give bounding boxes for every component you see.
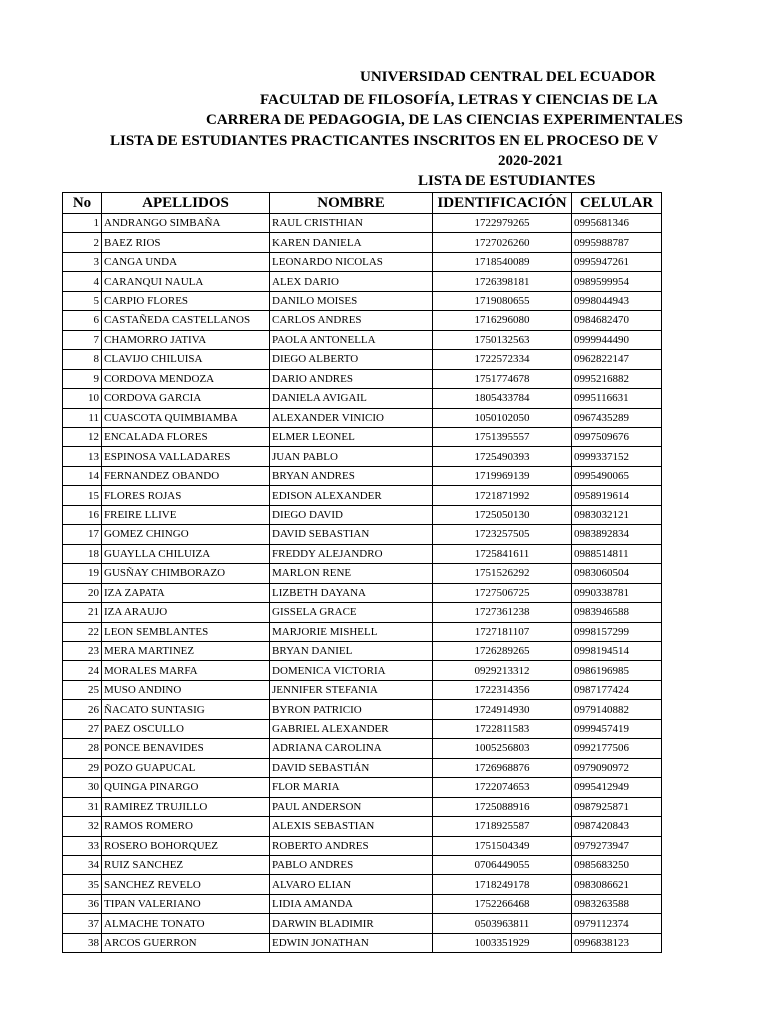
apellidos-cell: TIPAN VALERIANO (102, 894, 270, 913)
row-number-cell: 3 (63, 252, 102, 271)
apellidos-cell: BAEZ RIOS (102, 233, 270, 252)
apellidos-cell: ESPINOSA VALLADARES (102, 447, 270, 466)
table-row (63, 855, 662, 874)
celular-cell: 0983060504 (572, 564, 662, 583)
row-number-cell: 11 (63, 408, 102, 427)
celular-cell: 0987925871 (572, 797, 662, 816)
row-number-cell: 8 (63, 350, 102, 369)
identificacion-cell: 1723257505 (433, 525, 572, 544)
row-number-cell: 32 (63, 817, 102, 836)
identificacion-cell: 1719969139 (433, 466, 572, 485)
list-description: LISTA DE ESTUDIANTES PRACTICANTES INSCRITOS EN EL PROCESO DE V (110, 133, 659, 149)
table-row (63, 894, 662, 913)
apellidos-cell: IZA ZAPATA (102, 583, 270, 602)
table-row (63, 622, 662, 641)
nombre-cell: LIZBETH DAYANA (270, 583, 433, 602)
table-row (63, 875, 662, 894)
celular-cell: 0983032121 (572, 505, 662, 524)
nombre-cell: GABRIEL ALEXANDER (270, 719, 433, 738)
row-number-cell: 5 (63, 291, 102, 310)
nombre-cell: DOMENICA VICTORIA (270, 661, 433, 680)
apellidos-cell: QUINGA PINARGO (102, 778, 270, 797)
row-number-cell: 30 (63, 778, 102, 797)
identificacion-cell: 1750132563 (433, 330, 572, 349)
nombre-cell: MARJORIE MISHELL (270, 622, 433, 641)
nombre-cell: JUAN PABLO (270, 447, 433, 466)
table-row (63, 408, 662, 427)
identificacion-cell: 1751526292 (433, 564, 572, 583)
faculty-title: FACULTAD DE FILOSOFÍA, LETRAS Y CIENCIAS DE LA (260, 92, 658, 108)
column-header-nombre: NOMBRE (270, 193, 433, 214)
identificacion-cell: 1725050130 (433, 505, 572, 524)
identificacion-cell: 1727026260 (433, 233, 572, 252)
identificacion-cell: 1725490393 (433, 447, 572, 466)
table-row (63, 817, 662, 836)
table-row (63, 369, 662, 388)
table-row (63, 505, 662, 524)
table-row (63, 836, 662, 855)
apellidos-cell: GUAYLLA CHILUIZA (102, 544, 270, 563)
nombre-cell: FREDDY ALEJANDRO (270, 544, 433, 563)
apellidos-cell: CANGA UNDA (102, 252, 270, 271)
identificacion-cell: 1716296080 (433, 311, 572, 330)
apellidos-cell: PONCE BENAVIDES (102, 739, 270, 758)
nombre-cell: FLOR MARIA (270, 778, 433, 797)
celular-cell: 0984682470 (572, 311, 662, 330)
table-row (63, 214, 662, 233)
celular-cell: 0995947261 (572, 252, 662, 271)
table-row (63, 661, 662, 680)
row-number-cell: 22 (63, 622, 102, 641)
academic-period: 2020-2021 (498, 153, 563, 169)
nombre-cell: DARWIN BLADIMIR (270, 914, 433, 933)
row-number-cell: 28 (63, 739, 102, 758)
nombre-cell: PAUL ANDERSON (270, 797, 433, 816)
row-number-cell: 21 (63, 603, 102, 622)
identificacion-cell: 0503963811 (433, 914, 572, 933)
identificacion-cell: 1752266468 (433, 894, 572, 913)
apellidos-cell: ANDRANGO SIMBAÑA (102, 214, 270, 233)
column-header-celular: CELULAR (572, 193, 662, 214)
nombre-cell: EDISON ALEXANDER (270, 486, 433, 505)
row-number-cell: 31 (63, 797, 102, 816)
apellidos-cell: GOMEZ CHINGO (102, 525, 270, 544)
apellidos-cell: CARANQUI NAULA (102, 272, 270, 291)
table-row (63, 544, 662, 563)
row-number-cell: 25 (63, 680, 102, 699)
row-number-cell: 26 (63, 700, 102, 719)
row-number-cell: 34 (63, 855, 102, 874)
nombre-cell: ALEXANDER VINICIO (270, 408, 433, 427)
row-number-cell: 33 (63, 836, 102, 855)
apellidos-cell: RAMOS ROMERO (102, 817, 270, 836)
list-title: LISTA DE ESTUDIANTES (418, 173, 596, 189)
row-number-cell: 19 (63, 564, 102, 583)
identificacion-cell: 1722979265 (433, 214, 572, 233)
identificacion-cell: 1003351929 (433, 933, 572, 952)
identificacion-cell: 1726968876 (433, 758, 572, 777)
identificacion-cell: 1727506725 (433, 583, 572, 602)
column-header-no: No (63, 193, 102, 214)
celular-cell: 0995216882 (572, 369, 662, 388)
celular-cell: 0983892834 (572, 525, 662, 544)
row-number-cell: 20 (63, 583, 102, 602)
identificacion-cell: 1725088916 (433, 797, 572, 816)
row-number-cell: 18 (63, 544, 102, 563)
celular-cell: 0983946588 (572, 603, 662, 622)
nombre-cell: KAREN DANIELA (270, 233, 433, 252)
nombre-cell: PAOLA ANTONELLA (270, 330, 433, 349)
celular-cell: 0995116631 (572, 389, 662, 408)
celular-cell: 0979140882 (572, 700, 662, 719)
celular-cell: 0999944490 (572, 330, 662, 349)
apellidos-cell: CARPIO FLORES (102, 291, 270, 310)
celular-cell: 0979090972 (572, 758, 662, 777)
row-number-cell: 23 (63, 641, 102, 660)
row-number-cell: 38 (63, 933, 102, 952)
nombre-cell: DANIELA AVIGAIL (270, 389, 433, 408)
row-number-cell: 29 (63, 758, 102, 777)
identificacion-cell: 1005256803 (433, 739, 572, 758)
celular-cell: 0995412949 (572, 778, 662, 797)
celular-cell: 0999337152 (572, 447, 662, 466)
row-number-cell: 9 (63, 369, 102, 388)
row-number-cell: 17 (63, 525, 102, 544)
apellidos-cell: RUIZ SANCHEZ (102, 855, 270, 874)
identificacion-cell: 1722572334 (433, 350, 572, 369)
nombre-cell: ADRIANA CAROLINA (270, 739, 433, 758)
row-number-cell: 10 (63, 389, 102, 408)
row-number-cell: 4 (63, 272, 102, 291)
nombre-cell: DAVID SEBASTIAN (270, 525, 433, 544)
apellidos-cell: IZA ARAUJO (102, 603, 270, 622)
celular-cell: 0996838123 (572, 933, 662, 952)
celular-cell: 0995988787 (572, 233, 662, 252)
celular-cell: 0998044943 (572, 291, 662, 310)
apellidos-cell: ARCOS GUERRON (102, 933, 270, 952)
apellidos-cell: MERA MARTINEZ (102, 641, 270, 660)
celular-cell: 0995681346 (572, 214, 662, 233)
career-title: CARRERA DE PEDAGOGIA, DE LAS CIENCIAS EXPERIMENTALES (206, 112, 683, 128)
nombre-cell: DIEGO DAVID (270, 505, 433, 524)
table-row (63, 758, 662, 777)
column-header-apellidos: APELLIDOS (102, 193, 270, 214)
nombre-cell: DIEGO ALBERTO (270, 350, 433, 369)
nombre-cell: BYRON PATRICIO (270, 700, 433, 719)
identificacion-cell: 1721871992 (433, 486, 572, 505)
table-row (63, 700, 662, 719)
celular-cell: 0985683250 (572, 855, 662, 874)
table-row (63, 797, 662, 816)
nombre-cell: PABLO ANDRES (270, 855, 433, 874)
identificacion-cell: 1751395557 (433, 427, 572, 446)
apellidos-cell: LEON SEMBLANTES (102, 622, 270, 641)
identificacion-cell: 1751504349 (433, 836, 572, 855)
apellidos-cell: CUASCOTA QUIMBIAMBA (102, 408, 270, 427)
apellidos-cell: ENCALADA FLORES (102, 427, 270, 446)
identificacion-cell: 1722074653 (433, 778, 572, 797)
apellidos-cell: PAEZ OSCULLO (102, 719, 270, 738)
table-row (63, 272, 662, 291)
nombre-cell: ALVARO ELIAN (270, 875, 433, 894)
table-row (63, 311, 662, 330)
row-number-cell: 36 (63, 894, 102, 913)
apellidos-cell: SANCHEZ REVELO (102, 875, 270, 894)
apellidos-cell: CASTAÑEDA CASTELLANOS (102, 311, 270, 330)
apellidos-cell: POZO GUAPUCAL (102, 758, 270, 777)
apellidos-cell: ALMACHE TONATO (102, 914, 270, 933)
identificacion-cell: 1724914930 (433, 700, 572, 719)
celular-cell: 0987177424 (572, 680, 662, 699)
nombre-cell: BRYAN DANIEL (270, 641, 433, 660)
celular-cell: 0979273947 (572, 836, 662, 855)
apellidos-cell: MORALES MARFA (102, 661, 270, 680)
table-row (63, 427, 662, 446)
apellidos-cell: FLORES ROJAS (102, 486, 270, 505)
celular-cell: 0987420843 (572, 817, 662, 836)
table-row (63, 680, 662, 699)
nombre-cell: CARLOS ANDRES (270, 311, 433, 330)
celular-cell: 0979112374 (572, 914, 662, 933)
row-number-cell: 27 (63, 719, 102, 738)
nombre-cell: DARIO ANDRES (270, 369, 433, 388)
celular-cell: 0988514811 (572, 544, 662, 563)
nombre-cell: LEONARDO NICOLAS (270, 252, 433, 271)
nombre-cell: LIDIA AMANDA (270, 894, 433, 913)
celular-cell: 0986196985 (572, 661, 662, 680)
apellidos-cell: FREIRE LLIVE (102, 505, 270, 524)
identificacion-cell: 1726289265 (433, 641, 572, 660)
celular-cell: 0992177506 (572, 739, 662, 758)
identificacion-cell: 1805433784 (433, 389, 572, 408)
nombre-cell: ALEX DARIO (270, 272, 433, 291)
row-number-cell: 37 (63, 914, 102, 933)
identificacion-cell: 1727361238 (433, 603, 572, 622)
identificacion-cell: 1719080655 (433, 291, 572, 310)
table-row (63, 486, 662, 505)
table-row (63, 291, 662, 310)
celular-cell: 0967435289 (572, 408, 662, 427)
row-number-cell: 24 (63, 661, 102, 680)
identificacion-cell: 1726398181 (433, 272, 572, 291)
nombre-cell: GISSELA GRACE (270, 603, 433, 622)
table-row (63, 719, 662, 738)
apellidos-cell: ÑACATO SUNTASIG (102, 700, 270, 719)
apellidos-cell: MUSO ANDINO (102, 680, 270, 699)
row-number-cell: 2 (63, 233, 102, 252)
row-number-cell: 13 (63, 447, 102, 466)
nombre-cell: ROBERTO ANDRES (270, 836, 433, 855)
apellidos-cell: CHAMORRO JATIVA (102, 330, 270, 349)
celular-cell: 0983086621 (572, 875, 662, 894)
table-row (63, 233, 662, 252)
table-row (63, 583, 662, 602)
nombre-cell: DAVID SEBASTIÁN (270, 758, 433, 777)
nombre-cell: BRYAN ANDRES (270, 466, 433, 485)
nombre-cell: MARLON RENE (270, 564, 433, 583)
celular-cell: 0999457419 (572, 719, 662, 738)
nombre-cell: RAUL CRISTHIAN (270, 214, 433, 233)
table-row (63, 525, 662, 544)
row-number-cell: 7 (63, 330, 102, 349)
table-row (63, 564, 662, 583)
table-row (63, 350, 662, 369)
identificacion-cell: 1718249178 (433, 875, 572, 894)
row-number-cell: 14 (63, 466, 102, 485)
apellidos-cell: FERNANDEZ OBANDO (102, 466, 270, 485)
celular-cell: 0998194514 (572, 641, 662, 660)
celular-cell: 0962822147 (572, 350, 662, 369)
table-body (63, 214, 662, 953)
table-row (63, 330, 662, 349)
university-title: UNIVERSIDAD CENTRAL DEL ECUADOR (360, 69, 656, 85)
identificacion-cell: 1722811583 (433, 719, 572, 738)
nombre-cell: ELMER LEONEL (270, 427, 433, 446)
nombre-cell: ALEXIS SEBASTIAN (270, 817, 433, 836)
celular-cell: 0983263588 (572, 894, 662, 913)
identificacion-cell: 1725841611 (433, 544, 572, 563)
column-header-identificacion: IDENTIFICACIÓN (433, 193, 572, 214)
celular-cell: 0989599954 (572, 272, 662, 291)
nombre-cell: JENNIFER STEFANIA (270, 680, 433, 699)
identificacion-cell: 1722314356 (433, 680, 572, 699)
row-number-cell: 35 (63, 875, 102, 894)
table-row (63, 914, 662, 933)
apellidos-cell: CORDOVA GARCIA (102, 389, 270, 408)
table-row (63, 252, 662, 271)
identificacion-cell: 1751774678 (433, 369, 572, 388)
apellidos-cell: GUSÑAY CHIMBORAZO (102, 564, 270, 583)
table-header-row (63, 193, 662, 214)
identificacion-cell: 0929213312 (433, 661, 572, 680)
identificacion-cell: 1718925587 (433, 817, 572, 836)
row-number-cell: 16 (63, 505, 102, 524)
apellidos-cell: ROSERO BOHORQUEZ (102, 836, 270, 855)
table-row (63, 603, 662, 622)
identificacion-cell: 1718540089 (433, 252, 572, 271)
row-number-cell: 6 (63, 311, 102, 330)
row-number-cell: 15 (63, 486, 102, 505)
students-table (62, 192, 662, 953)
table-row (63, 466, 662, 485)
row-number-cell: 1 (63, 214, 102, 233)
apellidos-cell: CORDOVA MENDOZA (102, 369, 270, 388)
identificacion-cell: 0706449055 (433, 855, 572, 874)
apellidos-cell: CLAVIJO CHILUISA (102, 350, 270, 369)
table-row (63, 389, 662, 408)
apellidos-cell: RAMIREZ TRUJILLO (102, 797, 270, 816)
row-number-cell: 12 (63, 427, 102, 446)
table-row (63, 641, 662, 660)
table-row (63, 778, 662, 797)
nombre-cell: DANILO MOISES (270, 291, 433, 310)
table-row (63, 739, 662, 758)
celular-cell: 0990338781 (572, 583, 662, 602)
table-row (63, 933, 662, 952)
celular-cell: 0998157299 (572, 622, 662, 641)
celular-cell: 0997509676 (572, 427, 662, 446)
celular-cell: 0958919614 (572, 486, 662, 505)
table-row (63, 447, 662, 466)
celular-cell: 0995490065 (572, 466, 662, 485)
identificacion-cell: 1050102050 (433, 408, 572, 427)
nombre-cell: EDWIN JONATHAN (270, 933, 433, 952)
identificacion-cell: 1727181107 (433, 622, 572, 641)
